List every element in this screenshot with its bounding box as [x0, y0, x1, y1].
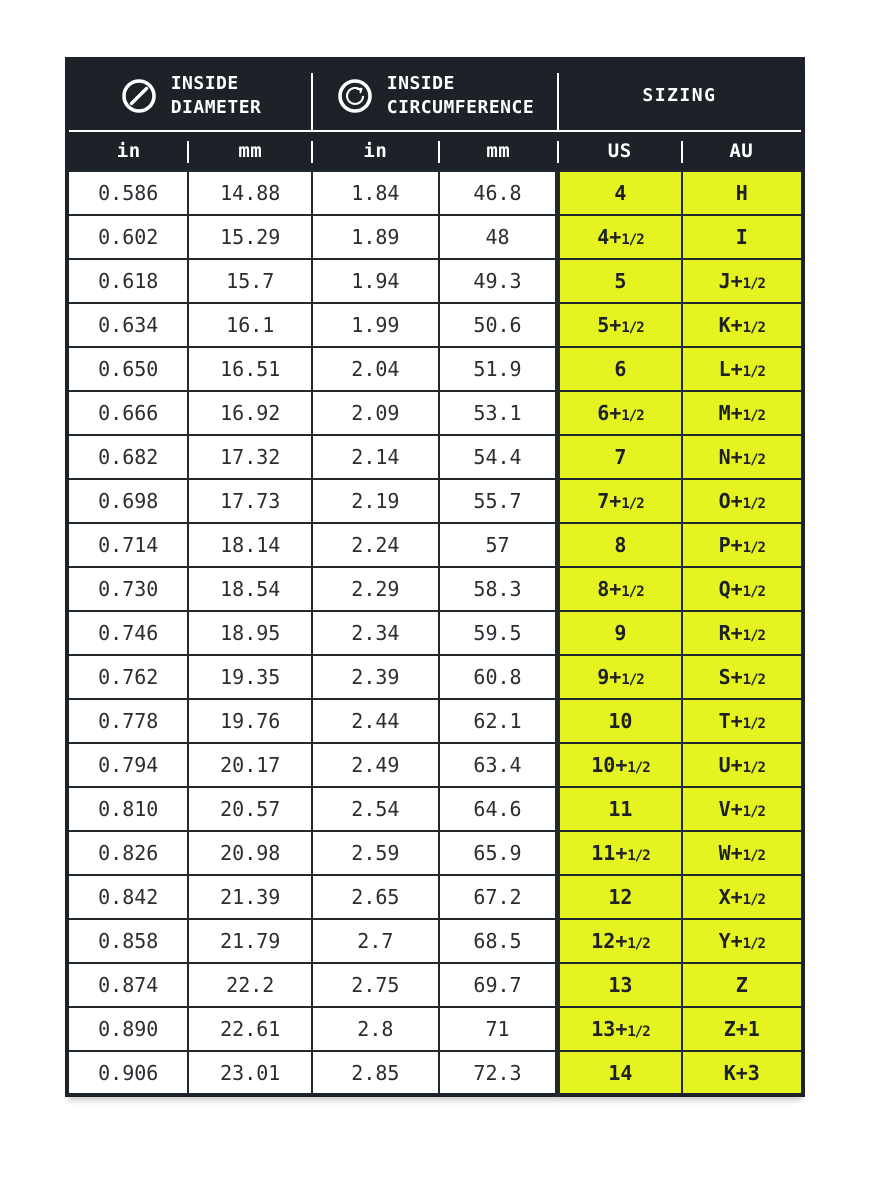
- inside-diameter-in-cell: 0.618: [67, 259, 188, 303]
- au-size-cell: W+1/2: [682, 831, 803, 875]
- inside-circumference-mm-cell: 71: [439, 1007, 558, 1051]
- au-size-cell: K+1/2: [682, 303, 803, 347]
- unit-circumference-in: in: [312, 131, 439, 171]
- inside-circumference-in-cell: 2.04: [312, 347, 439, 391]
- table-row: [67, 347, 803, 391]
- inside-circumference-in-cell: 2.24: [312, 523, 439, 567]
- inside-circumference-in-cell: 2.39: [312, 655, 439, 699]
- table-row: [67, 215, 803, 259]
- diameter-icon: [120, 77, 158, 115]
- inside-circumference-in-cell: 2.44: [312, 699, 439, 743]
- au-size-cell: X+1/2: [682, 875, 803, 919]
- inside-circumference-mm-cell: 59.5: [439, 611, 558, 655]
- inside-circumference-in-cell: 2.09: [312, 391, 439, 435]
- inside-circumference-mm-cell: 53.1: [439, 391, 558, 435]
- table-row: [67, 523, 803, 567]
- header-inside-circumference: [312, 59, 558, 131]
- inside-circumference-mm-cell: 64.6: [439, 787, 558, 831]
- inside-circumference-mm-cell: 72.3: [439, 1051, 558, 1095]
- au-size-cell: N+1/2: [682, 435, 803, 479]
- table-row: [67, 1007, 803, 1051]
- inside-circumference-mm-cell: 62.1: [439, 699, 558, 743]
- inside-circumference-in-cell: 1.89: [312, 215, 439, 259]
- table-row: [67, 831, 803, 875]
- header-sizing-label: SIZING: [642, 85, 717, 106]
- inside-circumference-mm-cell: 63.4: [439, 743, 558, 787]
- inside-circumference-in-cell: 2.49: [312, 743, 439, 787]
- table-row: [67, 567, 803, 611]
- inside-circumference-in-cell: 1.99: [312, 303, 439, 347]
- unit-sizing-au: AU: [682, 131, 803, 171]
- inside-diameter-in-cell: 0.714: [67, 523, 188, 567]
- us-size-cell: 9: [558, 611, 682, 655]
- au-size-cell: T+1/2: [682, 699, 803, 743]
- header-inside-diameter: [67, 59, 312, 131]
- inside-diameter-mm-cell: 17.32: [188, 435, 312, 479]
- unit-diameter-mm: mm: [188, 131, 312, 171]
- au-size-cell: I: [682, 215, 803, 259]
- au-size-cell: O+1/2: [682, 479, 803, 523]
- unit-diameter-in: in: [67, 131, 188, 171]
- inside-diameter-mm-cell: 21.79: [188, 919, 312, 963]
- header-inside-circumference-label: [387, 72, 534, 119]
- inside-circumference-mm-cell: 58.3: [439, 567, 558, 611]
- us-size-cell: 8: [558, 523, 682, 567]
- us-size-cell: 5: [558, 259, 682, 303]
- table-header: [67, 59, 803, 171]
- table-row: [67, 259, 803, 303]
- inside-circumference-in-cell: 1.94: [312, 259, 439, 303]
- inside-circumference-mm-cell: 65.9: [439, 831, 558, 875]
- us-size-cell: 4+1/2: [558, 215, 682, 259]
- table-row: [67, 655, 803, 699]
- au-size-cell: Y+1/2: [682, 919, 803, 963]
- inside-diameter-in-cell: 0.730: [67, 567, 188, 611]
- inside-diameter-in-cell: 0.602: [67, 215, 188, 259]
- au-size-cell: H: [682, 171, 803, 215]
- us-size-cell: 14: [558, 1051, 682, 1095]
- inside-diameter-in-cell: 0.762: [67, 655, 188, 699]
- table-row: [67, 611, 803, 655]
- inside-circumference-in-cell: 2.14: [312, 435, 439, 479]
- us-size-cell: 5+1/2: [558, 303, 682, 347]
- inside-diameter-mm-cell: 16.1: [188, 303, 312, 347]
- inside-circumference-in-cell: 2.19: [312, 479, 439, 523]
- inside-diameter-mm-cell: 20.98: [188, 831, 312, 875]
- inside-diameter-in-cell: 0.794: [67, 743, 188, 787]
- table-row: [67, 171, 803, 215]
- inside-diameter-mm-cell: 22.2: [188, 963, 312, 1007]
- header-group-row: [67, 59, 803, 131]
- inside-circumference-in-cell: 2.65: [312, 875, 439, 919]
- us-size-cell: 13: [558, 963, 682, 1007]
- inside-diameter-mm-cell: 18.54: [188, 567, 312, 611]
- inside-circumference-mm-cell: 68.5: [439, 919, 558, 963]
- table-row: [67, 787, 803, 831]
- unit-sizing-us: US: [558, 131, 682, 171]
- us-size-cell: 13+1/2: [558, 1007, 682, 1051]
- us-size-cell: 6+1/2: [558, 391, 682, 435]
- us-size-cell: 7: [558, 435, 682, 479]
- inside-diameter-in-cell: 0.650: [67, 347, 188, 391]
- inside-circumference-mm-cell: 50.6: [439, 303, 558, 347]
- inside-circumference-in-cell: 2.29: [312, 567, 439, 611]
- inside-diameter-mm-cell: 15.29: [188, 215, 312, 259]
- au-size-cell: S+1/2: [682, 655, 803, 699]
- inside-diameter-mm-cell: 22.61: [188, 1007, 312, 1051]
- inside-circumference-mm-cell: 55.7: [439, 479, 558, 523]
- au-size-cell: Z+1: [682, 1007, 803, 1051]
- inside-circumference-mm-cell: 67.2: [439, 875, 558, 919]
- inside-diameter-in-cell: 0.810: [67, 787, 188, 831]
- inside-diameter-mm-cell: 23.01: [188, 1051, 312, 1095]
- header-unit-row: [67, 131, 803, 171]
- au-size-cell: Z: [682, 963, 803, 1007]
- inside-diameter-mm-cell: 21.39: [188, 875, 312, 919]
- inside-circumference-in-cell: 2.59: [312, 831, 439, 875]
- us-size-cell: 8+1/2: [558, 567, 682, 611]
- inside-diameter-mm-cell: 20.17: [188, 743, 312, 787]
- inside-diameter-in-cell: 0.890: [67, 1007, 188, 1051]
- inside-circumference-mm-cell: 51.9: [439, 347, 558, 391]
- inside-diameter-in-cell: 0.682: [67, 435, 188, 479]
- au-size-cell: R+1/2: [682, 611, 803, 655]
- inside-circumference-mm-cell: 57: [439, 523, 558, 567]
- inside-circumference-in-cell: 2.85: [312, 1051, 439, 1095]
- inside-diameter-in-cell: 0.698: [67, 479, 188, 523]
- inside-diameter-in-cell: 0.842: [67, 875, 188, 919]
- inside-diameter-in-cell: 0.634: [67, 303, 188, 347]
- us-size-cell: 4: [558, 171, 682, 215]
- table-row: [67, 963, 803, 1007]
- table-row: [67, 303, 803, 347]
- table-row: [67, 743, 803, 787]
- inside-diameter-mm-cell: 19.76: [188, 699, 312, 743]
- us-size-cell: 10+1/2: [558, 743, 682, 787]
- inside-circumference-in-cell: 1.84: [312, 171, 439, 215]
- header-line: INSIDE: [386, 73, 455, 95]
- us-size-cell: 10: [558, 699, 682, 743]
- us-size-cell: 7+1/2: [558, 479, 682, 523]
- inside-diameter-mm-cell: 20.57: [188, 787, 312, 831]
- inside-diameter-mm-cell: 16.51: [188, 347, 312, 391]
- table-row: [67, 435, 803, 479]
- circumference-icon: [336, 77, 374, 115]
- unit-circumference-mm: mm: [439, 131, 558, 171]
- inside-circumference-in-cell: 2.7: [312, 919, 439, 963]
- header-line: INSIDE: [170, 73, 239, 95]
- inside-diameter-mm-cell: 16.92: [188, 391, 312, 435]
- us-size-cell: 12: [558, 875, 682, 919]
- inside-diameter-mm-cell: 18.14: [188, 523, 312, 567]
- inside-diameter-in-cell: 0.874: [67, 963, 188, 1007]
- inside-diameter-in-cell: 0.746: [67, 611, 188, 655]
- inside-diameter-mm-cell: 19.35: [188, 655, 312, 699]
- table-row: [67, 1051, 803, 1095]
- inside-diameter-mm-cell: 15.7: [188, 259, 312, 303]
- inside-circumference-in-cell: 2.8: [312, 1007, 439, 1051]
- table-row: [67, 875, 803, 919]
- ring-size-chart: [65, 57, 805, 1097]
- inside-circumference-mm-cell: 69.7: [439, 963, 558, 1007]
- inside-diameter-in-cell: 0.906: [67, 1051, 188, 1095]
- au-size-cell: Q+1/2: [682, 567, 803, 611]
- table-row: [67, 391, 803, 435]
- ring-size-table: [65, 57, 805, 1097]
- inside-circumference-mm-cell: 60.8: [439, 655, 558, 699]
- inside-circumference-in-cell: 2.54: [312, 787, 439, 831]
- header-inside-circumference-content: [312, 72, 558, 119]
- inside-circumference-mm-cell: 49.3: [439, 259, 558, 303]
- table-body: [67, 171, 803, 1095]
- us-size-cell: 11: [558, 787, 682, 831]
- inside-circumference-mm-cell: 46.8: [439, 171, 558, 215]
- inside-diameter-in-cell: 0.586: [67, 171, 188, 215]
- table-row: [67, 699, 803, 743]
- au-size-cell: L+1/2: [682, 347, 803, 391]
- table-row: [67, 479, 803, 523]
- inside-diameter-mm-cell: 18.95: [188, 611, 312, 655]
- header-inside-diameter-content: [69, 72, 312, 119]
- inside-diameter-in-cell: 0.826: [67, 831, 188, 875]
- header-inside-diameter-label: [171, 72, 262, 119]
- header-line: DIAMETER: [170, 96, 262, 118]
- header-sizing: [558, 59, 803, 131]
- inside-diameter-in-cell: 0.778: [67, 699, 188, 743]
- us-size-cell: 11+1/2: [558, 831, 682, 875]
- au-size-cell: P+1/2: [682, 523, 803, 567]
- inside-circumference-in-cell: 2.75: [312, 963, 439, 1007]
- au-size-cell: U+1/2: [682, 743, 803, 787]
- header-line: CIRCUMFERENCE: [386, 96, 535, 118]
- inside-circumference-mm-cell: 54.4: [439, 435, 558, 479]
- inside-circumference-in-cell: 2.34: [312, 611, 439, 655]
- us-size-cell: 9+1/2: [558, 655, 682, 699]
- us-size-cell: 12+1/2: [558, 919, 682, 963]
- au-size-cell: M+1/2: [682, 391, 803, 435]
- us-size-cell: 6: [558, 347, 682, 391]
- inside-diameter-in-cell: 0.858: [67, 919, 188, 963]
- au-size-cell: J+1/2: [682, 259, 803, 303]
- inside-diameter-in-cell: 0.666: [67, 391, 188, 435]
- au-size-cell: K+3: [682, 1051, 803, 1095]
- au-size-cell: V+1/2: [682, 787, 803, 831]
- table-row: [67, 919, 803, 963]
- inside-diameter-mm-cell: 17.73: [188, 479, 312, 523]
- inside-diameter-mm-cell: 14.88: [188, 171, 312, 215]
- inside-circumference-mm-cell: 48: [439, 215, 558, 259]
